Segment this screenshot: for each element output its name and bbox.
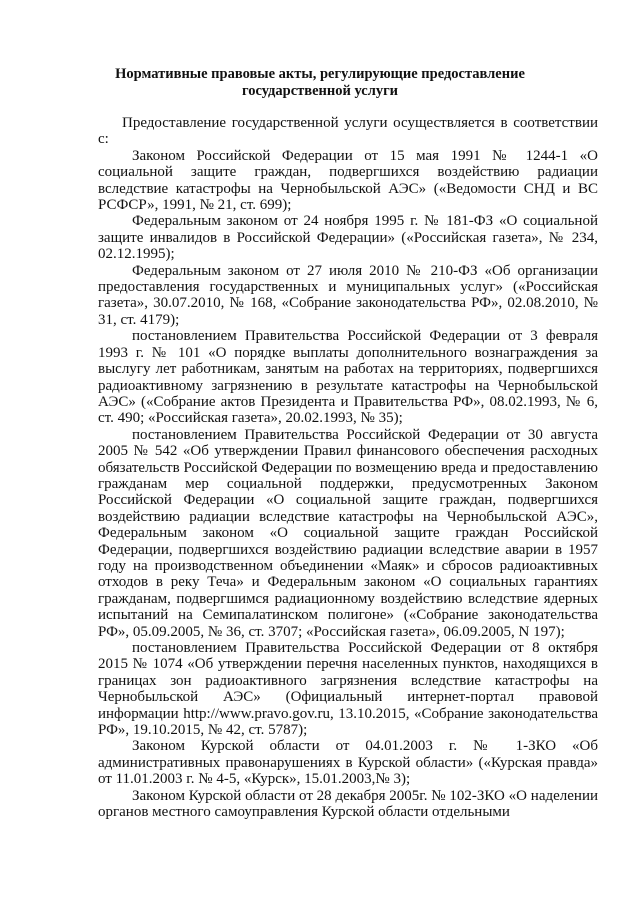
paragraph-resolution-1074: постановлением Правительства Российской Федерации от 8 октября 2015 № 1074 «Об утверждении перечня населенных пунктов, находящихся в границах зон радиоактивного загрязнения вследствие катастрофы на Чернобыльской АЭС» (Официальный интернет-портал правовой информации http://www.pravo.gov.ru, 13.10.2015, «Собрание законодательства РФ», 19.10.2015, № 42, ст. 5787); <box>98 640 598 739</box>
paragraph-resolution-542: постановлением Правительства Российской Федерации от 30 августа 2005 № 542 «Об утверждении Правил финансового обеспечения расходных обязательств Российской Федерации по возмещению вреда и предоставлению гражданам мер социальной поддержки, предусмотренных Законом Российской Федерации «О социальной защите граждан, подвергшихся воздействию радиации вследствие катастрофы на Чернобыльской АЭС», Федеральным законом «О социальной защите граждан Российской Федерации, подвергшихся воздействию радиации вследствие аварии в 1957 году на производственном объединении «Маяк» и сбросов радиоактивных отходов в реку Теча» и Федеральным законом «О социальных гарантиях гражданам, подвергшимся радиационному воздействию вследствие ядерных испытаний на Семипалатинском полигоне» («Собрание законодательства РФ», 05.09.2005, № 36, ст. 3707; «Российская газета», 06.09.2005, N 197); <box>98 426 598 640</box>
title-line-1: Нормативные правовые акты, регулирующие предоставление <box>115 66 525 82</box>
paragraph-intro: Предоставление государственной услуги осуществляется в соответствии с: <box>98 115 598 148</box>
paragraph-resolution-101: постановлением Правительства Российской Федерации от 3 февраля 1993 г. № 101 «О порядке выплаты дополнительного вознаграждения за выслугу лет работникам, занятым на работах на территориях, подвергшихся радиоактивному загрязнению в результате катастрофы на Чернобыльской АЭС» («Собрание актов Президента и Правительства РФ», 08.02.1993, № 6, ст. 490; «Российская газета», 20.02.1993, № 35); <box>98 328 598 427</box>
paragraph-law-181-fz: Федеральным законом от 24 ноября 1995 г. № 181-ФЗ «О социальной защите инвалидов в Российской Федерации» («Российская газета», № 234, 02.12.1995); <box>98 213 598 263</box>
document-title <box>100 66 540 100</box>
document-body <box>98 115 598 820</box>
paragraph-kursk-law-102-zko: Законом Курской области от 28 декабря 2005г. № 102-ЗКО «О наделении органов местного самоуправления Курской области отдельными <box>98 787 598 821</box>
paragraph-law-210-fz: Федеральным законом от 27 июля 2010 № 210-ФЗ «Об организации предоставления государственных и муниципальных услуг» («Российская газета», 30.07.2010, № 168, «Собрание законодательства РФ», 02.08.2010, № 31, ст. 4179); <box>98 262 598 328</box>
paragraph-law-1244-1: Законом Российской Федерации от 15 мая 1991 № 1244-1 «О социальной защите граждан, подвергшихся воздействию радиации вследствие катастрофы на Чернобыльской АЭС» («Ведомости СНД и ВС РСФСР», 1991, № 21, ст. 699); <box>98 147 598 214</box>
title-line-2: государственной услуги <box>241 83 399 99</box>
paragraph-kursk-law-1-zko: Законом Курской области от 04.01.2003 г. № 1-ЗКО «Об административных правонарушениях в Курской области» («Курская правда» от 11.01.2003 г. № 4-5, «Курск», 15.01.2003,№ 3); <box>98 738 598 788</box>
